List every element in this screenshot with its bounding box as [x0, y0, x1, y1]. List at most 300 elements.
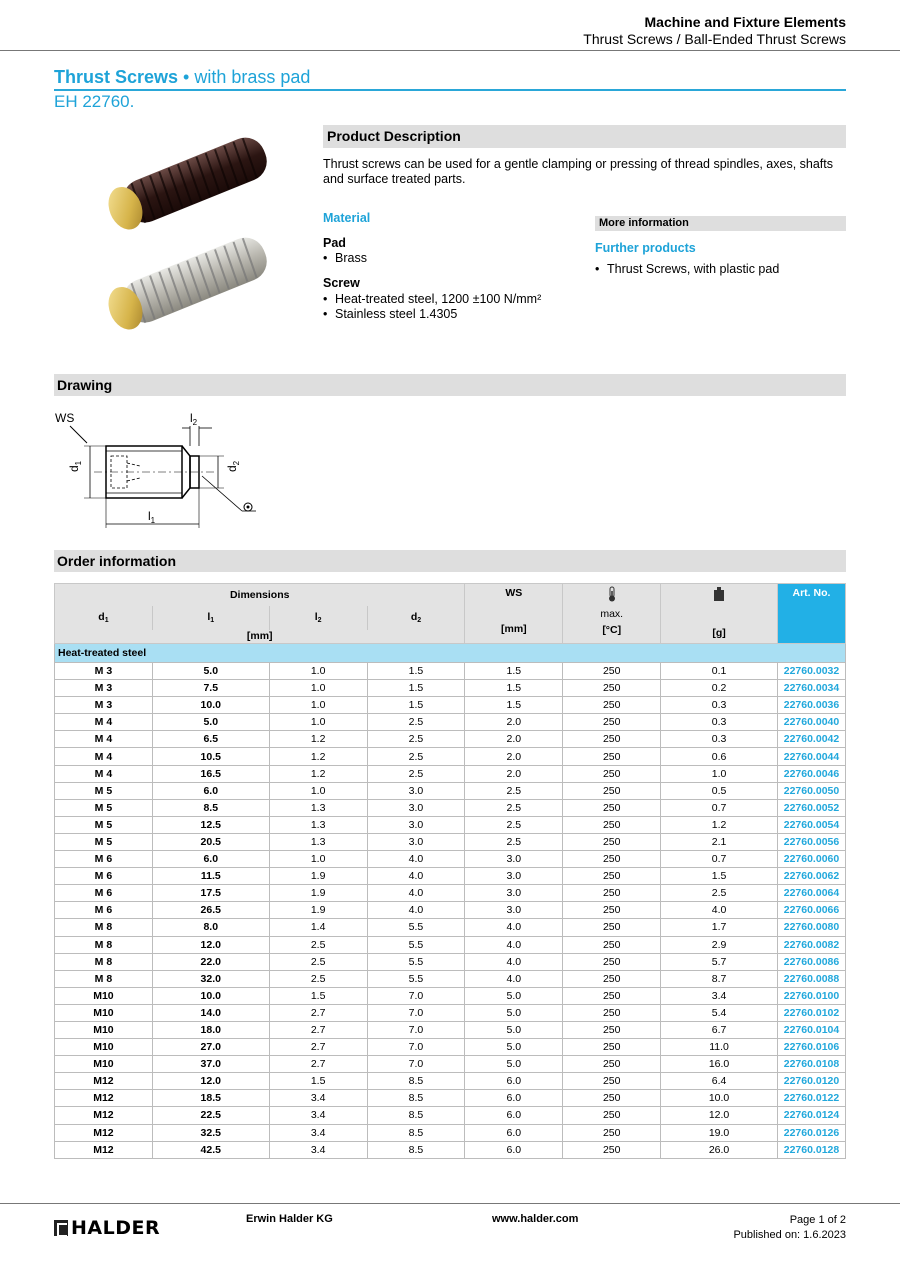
cell-art-no[interactable]: 22760.0120: [777, 1073, 845, 1090]
cell-d2: 3.0: [367, 782, 465, 799]
cell-d2: 5.5: [367, 919, 465, 936]
cell-ws: 6.0: [465, 1141, 563, 1158]
cell-weight: 1.0: [661, 765, 778, 782]
cell-art-no[interactable]: 22760.0032: [777, 663, 845, 680]
cell-temp: 250: [563, 799, 661, 816]
table-row: [55, 970, 846, 987]
drawing-label-d1: $d_1$: [67, 460, 83, 472]
table-row: [55, 782, 846, 799]
cell-d1: M12: [55, 1107, 153, 1124]
cell-temp: 250: [563, 851, 661, 868]
table-row: [55, 1004, 846, 1021]
footer-divider: [0, 1203, 900, 1204]
cell-art-no[interactable]: 22760.0126: [777, 1124, 845, 1141]
cell-art-no[interactable]: 22760.0102: [777, 1004, 845, 1021]
cell-weight: 0.3: [661, 731, 778, 748]
cell-l1: 10.5: [152, 748, 269, 765]
cell-d1: M10: [55, 1056, 153, 1073]
cell-l2: 2.5: [269, 936, 367, 953]
cell-weight: 0.5: [661, 782, 778, 799]
pad-item: • Brass: [323, 251, 367, 265]
cell-art-no[interactable]: 22760.0124: [777, 1107, 845, 1124]
cell-weight: 1.7: [661, 919, 778, 936]
further-product-link[interactable]: • Thrust Screws, with plastic pad: [595, 262, 780, 276]
cell-d2: 7.0: [367, 1056, 465, 1073]
table-row: [55, 1056, 846, 1073]
cell-ws: 2.0: [465, 731, 563, 748]
cell-weight: 2.1: [661, 833, 778, 850]
cell-l1: 10.0: [152, 697, 269, 714]
cell-d2: 5.5: [367, 936, 465, 953]
cell-weight: 0.3: [661, 697, 778, 714]
cell-l2: 1.3: [269, 799, 367, 816]
thermometer-icon: [563, 586, 660, 602]
cell-l1: 10.0: [152, 987, 269, 1004]
screw-label: Screw: [323, 276, 360, 290]
cell-temp: 250: [563, 816, 661, 833]
cell-ws: 3.0: [465, 851, 563, 868]
cell-ws: 6.0: [465, 1124, 563, 1141]
cell-d2: 7.0: [367, 987, 465, 1004]
cell-temp: 250: [563, 1090, 661, 1107]
cell-d2: 1.5: [367, 680, 465, 697]
cell-weight: 0.7: [661, 799, 778, 816]
cell-l2: 1.3: [269, 833, 367, 850]
cell-l2: 1.5: [269, 1073, 367, 1090]
cell-weight: 5.7: [661, 953, 778, 970]
cell-weight: 5.4: [661, 1004, 778, 1021]
cell-l1: 22.5: [152, 1107, 269, 1124]
cell-l2: 3.4: [269, 1107, 367, 1124]
cell-temp: 250: [563, 1107, 661, 1124]
cell-d2: 7.0: [367, 1021, 465, 1038]
cell-l2: 3.4: [269, 1141, 367, 1158]
table-row: [55, 1090, 846, 1107]
cell-temp: 250: [563, 1021, 661, 1038]
footer-website[interactable]: www.halder.com: [492, 1213, 579, 1225]
cell-art-no[interactable]: 22760.0046: [777, 765, 845, 782]
cell-temp: 250: [563, 885, 661, 902]
product-description-heading: Product Description: [323, 125, 846, 148]
table-row: [55, 799, 846, 816]
cell-d2: 8.5: [367, 1107, 465, 1124]
cell-l2: 1.3: [269, 816, 367, 833]
cell-d1: M10: [55, 1039, 153, 1056]
cell-ws: 1.5: [465, 680, 563, 697]
cell-l2: 1.0: [269, 714, 367, 731]
cell-d1: M 8: [55, 919, 153, 936]
cell-d1: M12: [55, 1124, 153, 1141]
cell-d2: 5.5: [367, 970, 465, 987]
cell-d1: M10: [55, 987, 153, 1004]
page-header: [583, 14, 846, 48]
cell-weight: 0.7: [661, 851, 778, 868]
cell-art-no[interactable]: 22760.0054: [777, 816, 845, 833]
cell-l2: 1.0: [269, 782, 367, 799]
cell-ws: 2.5: [465, 799, 563, 816]
cell-temp: 250: [563, 697, 661, 714]
cell-d2: 2.5: [367, 714, 465, 731]
cell-l1: 32.0: [152, 970, 269, 987]
cell-art-no[interactable]: 22760.0100: [777, 987, 845, 1004]
cell-d1: M12: [55, 1141, 153, 1158]
table-row: [55, 680, 846, 697]
cell-temp: 250: [563, 902, 661, 919]
cell-art-no[interactable]: 22760.0128: [777, 1141, 845, 1158]
dimensions-unit: [mm]: [55, 630, 465, 644]
title-suffix: with brass pad: [194, 67, 311, 87]
cell-d1: M 3: [55, 697, 153, 714]
cell-l1: 8.5: [152, 799, 269, 816]
further-products-heading: Further products: [595, 241, 696, 255]
drawing-heading: Drawing: [54, 374, 846, 396]
cell-ws: 2.5: [465, 833, 563, 850]
cell-temp: 250: [563, 680, 661, 697]
cell-l2: 1.5: [269, 987, 367, 1004]
cell-d2: 7.0: [367, 1039, 465, 1056]
cell-d2: 8.5: [367, 1124, 465, 1141]
cell-d2: 1.5: [367, 663, 465, 680]
cell-art-no[interactable]: 22760.0064: [777, 885, 845, 902]
cell-ws: 6.0: [465, 1107, 563, 1124]
cell-temp: 250: [563, 1141, 661, 1158]
table-row: [55, 902, 846, 919]
table-row: [55, 936, 846, 953]
cell-d1: M10: [55, 1004, 153, 1021]
cell-art-no[interactable]: 22760.0042: [777, 731, 845, 748]
cell-ws: 5.0: [465, 987, 563, 1004]
cell-l2: 1.0: [269, 663, 367, 680]
cell-d1: M12: [55, 1073, 153, 1090]
cell-weight: 4.0: [661, 902, 778, 919]
cell-weight: 0.6: [661, 748, 778, 765]
title-separator: •: [178, 67, 195, 87]
table-row: [55, 987, 846, 1004]
drawing-label-ws: WS: [55, 411, 75, 425]
cell-temp: 250: [563, 1124, 661, 1141]
cell-l2: 2.5: [269, 970, 367, 987]
cell-weight: 0.1: [661, 663, 778, 680]
cell-ws: 4.0: [465, 919, 563, 936]
cell-l2: 1.2: [269, 765, 367, 782]
cell-l2: 2.7: [269, 1021, 367, 1038]
technical-drawing: [54, 406, 264, 534]
cell-ws: 2.5: [465, 816, 563, 833]
cell-d2: 8.5: [367, 1141, 465, 1158]
cell-d2: 1.5: [367, 697, 465, 714]
cell-ws: 5.0: [465, 1004, 563, 1021]
table-row: [55, 1073, 846, 1090]
cell-ws: 4.0: [465, 970, 563, 987]
cell-art-no[interactable]: 22760.0062: [777, 868, 845, 885]
cell-l1: 26.5: [152, 902, 269, 919]
cell-l1: 12.0: [152, 936, 269, 953]
cell-temp: 250: [563, 919, 661, 936]
cell-temp: 250: [563, 936, 661, 953]
cell-ws: 2.0: [465, 765, 563, 782]
cell-d2: 3.0: [367, 833, 465, 850]
drawing-label-l2: $l_2$: [190, 411, 198, 427]
cell-l1: 5.0: [152, 663, 269, 680]
cell-l2: 1.2: [269, 748, 367, 765]
cell-ws: 1.5: [465, 697, 563, 714]
cell-temp: 250: [563, 731, 661, 748]
cell-weight: 0.2: [661, 680, 778, 697]
footer-company: Erwin Halder KG: [246, 1213, 333, 1225]
cell-ws: 5.0: [465, 1021, 563, 1038]
cell-temp: 250: [563, 782, 661, 799]
cell-art-no[interactable]: 22760.0036: [777, 697, 845, 714]
cell-l1: 16.5: [152, 765, 269, 782]
cell-d2: 4.0: [367, 868, 465, 885]
cell-ws: 2.5: [465, 782, 563, 799]
cell-l2: 1.9: [269, 885, 367, 902]
cell-weight: 6.4: [661, 1073, 778, 1090]
cell-l2: 2.7: [269, 1039, 367, 1056]
cell-l2: 1.9: [269, 902, 367, 919]
cell-ws: 1.5: [465, 663, 563, 680]
cell-d1: M 6: [55, 902, 153, 919]
cell-weight: 16.0: [661, 1056, 778, 1073]
cell-art-no[interactable]: 22760.0060: [777, 851, 845, 868]
cell-l1: 32.5: [152, 1124, 269, 1141]
art-no-header: Art. No.: [777, 584, 845, 644]
cell-l1: 7.5: [152, 680, 269, 697]
cell-art-no[interactable]: 22760.0080: [777, 919, 845, 936]
d1-header: $d_1$: [55, 606, 153, 630]
cell-weight: 1.5: [661, 868, 778, 885]
cell-d1: M 8: [55, 970, 153, 987]
cell-weight: 6.7: [661, 1021, 778, 1038]
cell-d1: M10: [55, 1021, 153, 1038]
cell-art-no[interactable]: 22760.0040: [777, 714, 845, 731]
order-table: [54, 583, 846, 1159]
table-row: [55, 714, 846, 731]
product-image: [90, 122, 280, 342]
table-row: [55, 851, 846, 868]
cell-weight: 11.0: [661, 1039, 778, 1056]
cell-l1: 6.0: [152, 782, 269, 799]
cell-l1: 14.0: [152, 1004, 269, 1021]
table-row: [55, 748, 846, 765]
table-row: [55, 663, 846, 680]
cell-d1: M 3: [55, 680, 153, 697]
cell-d2: 3.0: [367, 816, 465, 833]
cell-temp: 250: [563, 714, 661, 731]
cell-ws: 4.0: [465, 936, 563, 953]
cell-d1: M 4: [55, 731, 153, 748]
cell-l2: 2.7: [269, 1056, 367, 1073]
cell-art-no[interactable]: 22760.0108: [777, 1056, 845, 1073]
l2-header: $l_2$: [269, 606, 367, 630]
l1-header: $l_1$: [152, 606, 269, 630]
cell-weight: 19.0: [661, 1124, 778, 1141]
cell-ws: 6.0: [465, 1090, 563, 1107]
table-row: [55, 1039, 846, 1056]
cell-art-no[interactable]: 22760.0082: [777, 936, 845, 953]
cell-l2: 1.0: [269, 697, 367, 714]
ws-header: WS [mm]: [465, 584, 563, 644]
cell-weight: 2.5: [661, 885, 778, 902]
cell-temp: 250: [563, 1073, 661, 1090]
cell-l1: 42.5: [152, 1141, 269, 1158]
footer-page-info: [733, 1213, 846, 1243]
cell-l2: 1.2: [269, 731, 367, 748]
cell-art-no[interactable]: 22760.0044: [777, 748, 845, 765]
group-heat-treated-steel: Heat-treated steel: [55, 644, 846, 663]
cell-temp: 250: [563, 1004, 661, 1021]
cell-d1: M 5: [55, 833, 153, 850]
temperature-header: max. [°C]: [563, 584, 661, 644]
cell-art-no[interactable]: 22760.0106: [777, 1039, 845, 1056]
cell-l1: 12.5: [152, 816, 269, 833]
table-row: [55, 1107, 846, 1124]
order-information-heading: Order information: [54, 550, 846, 572]
table-row: [55, 697, 846, 714]
cell-ws: 2.0: [465, 748, 563, 765]
cell-l2: 1.0: [269, 851, 367, 868]
cell-d1: M 4: [55, 748, 153, 765]
cell-l1: 18.0: [152, 1021, 269, 1038]
screw-item: • Heat-treated steel, 1200 ±100 N/mm²: [323, 292, 542, 306]
cell-art-no[interactable]: 22760.0056: [777, 833, 845, 850]
table-row: [55, 816, 846, 833]
table-row: [55, 885, 846, 902]
header-breadcrumb: Thrust Screws / Ball-Ended Thrust Screws: [583, 31, 846, 47]
weight-icon: [661, 587, 777, 603]
cell-d2: 4.0: [367, 885, 465, 902]
cell-d1: M 6: [55, 868, 153, 885]
cell-ws: 3.0: [465, 902, 563, 919]
cell-art-no[interactable]: 22760.0052: [777, 799, 845, 816]
cell-d2: 3.0: [367, 799, 465, 816]
drawing-label-d2: $d_2$: [225, 460, 241, 472]
halder-logo-icon: [54, 1220, 68, 1236]
cell-ws: 2.0: [465, 714, 563, 731]
cell-l2: 1.4: [269, 919, 367, 936]
cell-temp: 250: [563, 765, 661, 782]
cell-l1: 37.0: [152, 1056, 269, 1073]
cell-l1: 12.0: [152, 1073, 269, 1090]
cell-art-no[interactable]: 22760.0086: [777, 953, 845, 970]
table-row: [55, 1124, 846, 1141]
weight-header: [g]: [661, 584, 778, 644]
cell-temp: 250: [563, 833, 661, 850]
cell-art-no[interactable]: 22760.0066: [777, 902, 845, 919]
table-row: [55, 765, 846, 782]
cell-d1: M 5: [55, 816, 153, 833]
cell-art-no[interactable]: 22760.0034: [777, 680, 845, 697]
cell-art-no[interactable]: 22760.0104: [777, 1021, 845, 1038]
header-category: Machine and Fixture Elements: [644, 14, 846, 30]
cell-d1: M 4: [55, 765, 153, 782]
cell-d1: M 8: [55, 953, 153, 970]
cell-d2: 2.5: [367, 765, 465, 782]
cell-weight: 26.0: [661, 1141, 778, 1158]
cell-temp: 250: [563, 970, 661, 987]
page-title: [54, 67, 846, 91]
cell-weight: 2.9: [661, 936, 778, 953]
cell-temp: 250: [563, 987, 661, 1004]
published-date: Published on: 1.6.2023: [733, 1229, 846, 1241]
table-row: [55, 1021, 846, 1038]
cell-ws: 5.0: [465, 1056, 563, 1073]
cell-ws: 3.0: [465, 868, 563, 885]
cell-d2: 2.5: [367, 748, 465, 765]
cell-d2: 8.5: [367, 1073, 465, 1090]
cell-l1: 6.0: [152, 851, 269, 868]
cell-d1: M 4: [55, 714, 153, 731]
cell-weight: 10.0: [661, 1090, 778, 1107]
cell-l2: 3.4: [269, 1090, 367, 1107]
cell-d2: 8.5: [367, 1090, 465, 1107]
cell-l1: 17.5: [152, 885, 269, 902]
cell-l2: 2.7: [269, 1004, 367, 1021]
cell-l1: 8.0: [152, 919, 269, 936]
cell-l2: 1.9: [269, 868, 367, 885]
cell-d2: 5.5: [367, 953, 465, 970]
header-divider: [0, 50, 900, 51]
table-row: [55, 919, 846, 936]
cell-l2: 3.4: [269, 1124, 367, 1141]
table-row: [55, 953, 846, 970]
cell-d1: M12: [55, 1090, 153, 1107]
cell-weight: 3.4: [661, 987, 778, 1004]
product-code: EH 22760.: [54, 92, 135, 111]
product-description-text: Thrust screws can be used for a gentle clamping or pressing of thread spindles, axes, shafts and surface treated parts.: [323, 157, 833, 186]
cell-temp: 250: [563, 868, 661, 885]
cell-l1: 18.5: [152, 1090, 269, 1107]
cell-d1: M 6: [55, 851, 153, 868]
cell-art-no[interactable]: 22760.0122: [777, 1090, 845, 1107]
cell-d2: 4.0: [367, 902, 465, 919]
cell-d1: M 5: [55, 799, 153, 816]
material-heading: Material: [323, 211, 371, 225]
cell-l1: 20.5: [152, 833, 269, 850]
table-row: [55, 731, 846, 748]
cell-l2: 1.0: [269, 680, 367, 697]
cell-weight: 1.2: [661, 816, 778, 833]
cell-l1: 11.5: [152, 868, 269, 885]
cell-weight: 0.3: [661, 714, 778, 731]
cell-d2: 4.0: [367, 851, 465, 868]
cell-art-no[interactable]: 22760.0050: [777, 782, 845, 799]
cell-d1: M 5: [55, 782, 153, 799]
cell-d1: M 6: [55, 885, 153, 902]
cell-temp: 250: [563, 1039, 661, 1056]
cell-temp: 250: [563, 748, 661, 765]
cell-weight: 12.0: [661, 1107, 778, 1124]
table-row: [55, 868, 846, 885]
cell-d2: 7.0: [367, 1004, 465, 1021]
pad-label: Pad: [323, 236, 346, 250]
cell-art-no[interactable]: 22760.0088: [777, 970, 845, 987]
cell-d2: 2.5: [367, 731, 465, 748]
cell-ws: 5.0: [465, 1039, 563, 1056]
cell-weight: 8.7: [661, 970, 778, 987]
halder-logo: HALDER: [54, 1217, 160, 1239]
cell-ws: 4.0: [465, 953, 563, 970]
page-number: Page 1 of 2: [789, 1214, 846, 1226]
title-main: Thrust Screws: [54, 67, 179, 87]
cell-temp: 250: [563, 1056, 661, 1073]
cell-temp: 250: [563, 953, 661, 970]
drawing-label-l1: $l_1$: [148, 509, 156, 525]
cell-ws: 6.0: [465, 1073, 563, 1090]
cell-ws: 3.0: [465, 885, 563, 902]
cell-l1: 6.5: [152, 731, 269, 748]
more-information-heading: More information: [595, 216, 846, 231]
